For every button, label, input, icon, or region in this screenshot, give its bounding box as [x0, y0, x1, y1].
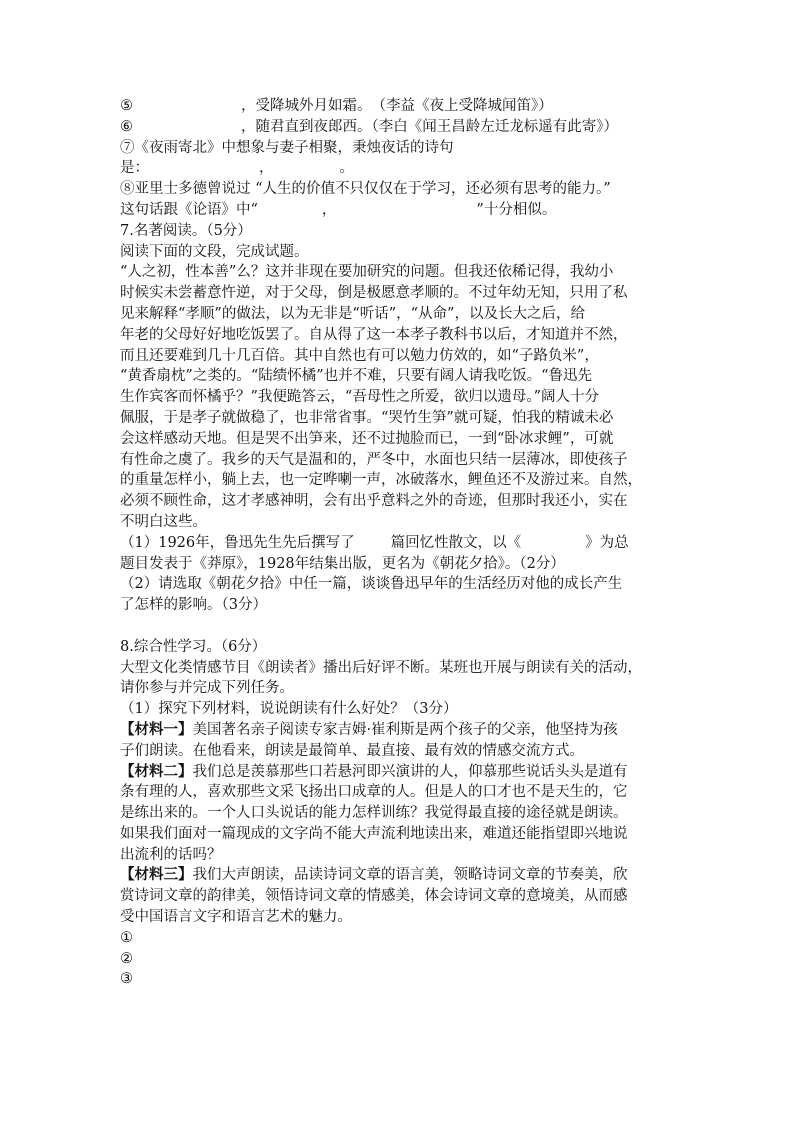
answer-label: 是： — [120, 160, 149, 177]
question-8-intro: 大型文化类情感节目《朗读者》播出后好评不断。某班也开展与朗读有关的活动， — [120, 659, 642, 676]
question-7-heading: 7.名著阅读。（5分） — [120, 222, 252, 239]
material-2-cont: 是练出来的。一个人口头说话的能力怎样训练？我觉得最直接的途径就是朗读。 — [120, 805, 628, 822]
answer-line-2[interactable]: ② — [120, 950, 133, 967]
sub-question-text: （1）1926年，鲁迅先生先后撰写了 — [120, 534, 355, 551]
punctuation: 。 — [339, 160, 354, 177]
poem-text: ，受降城外月如霜。 （李益《夜上受降城闻笛》） — [241, 98, 553, 114]
passage-line: 有性命之虞了。我乡的天气是温和的，严冬中，水面也只结一层薄冰，即使孩子 — [120, 451, 628, 468]
sub-question-2: （2）请选取《朝花夕拾》中任一篇，谈谈鲁迅早年的生活经历对他的成长产生 — [120, 576, 623, 593]
material-text: 我们总是羡慕那些口若悬河即兴演讲的人，仰慕那些说话头头是道有 — [192, 763, 628, 780]
passage-line: 生作宾客而怀橘乎？”我便跪答云，“吾母性之所爱，欲归以遗母。”阔人十分 — [120, 389, 599, 406]
material-3-cont: 受中国语言文字和语言艺术的魅力。 — [120, 909, 352, 926]
poem-line-8: ⑧亚里士多德曾说过 “人生的价值不只仅仅在于学习，还必须有思考的能力。” — [120, 181, 611, 198]
passage-line: 佩服，于是孝子就做稳了，也非常省事。“哭竹生笋”就可疑，怕我的精诚未必 — [120, 409, 614, 426]
answer-line-3[interactable]: ③ — [120, 971, 133, 988]
poem-text: 这句话跟《论语》中“ — [120, 201, 258, 218]
poem-line-5 — [120, 96, 680, 117]
material-2 — [120, 762, 680, 783]
poem-line-7-answer — [120, 158, 680, 179]
material-label: 【材料二】 — [120, 762, 193, 780]
sub-question-2-cont: 了怎样的影响。（3分） — [120, 597, 267, 614]
passage-line: 时候实未尝蓄意忤逆，对于父母，倒是极愿意孝顺的。不过年幼无知，只用了私 — [120, 285, 628, 302]
material-3 — [120, 865, 680, 886]
poem-line-8-answer — [120, 200, 680, 221]
passage-line: 会这样感动天地。但是哭不出笋来，还不过抛脸而已，一到“卧冰求鲤”，可就 — [120, 430, 614, 447]
material-label: 【材料三】 — [120, 866, 193, 884]
material-2-cont: 条有理的人，喜欢那些文采飞扬出口成章的人。但是人的口才也不是天生的，它 — [120, 784, 628, 801]
question-8-heading: 8.综合性学习。（6分） — [120, 638, 267, 655]
material-text: 我们大声朗读，品读诗词文章的语言美，领略诗词文章的节奏美，欣 — [192, 867, 628, 884]
poem-text: ”十分相似。 — [476, 201, 557, 218]
passage-line: “黄香扇枕”之类的。“陆绩怀橘”也并不难，只要有阔人请我吃饭。“鲁迅先 — [120, 368, 593, 385]
question-8-intro-cont: 请你参与并完成下列任务。 — [120, 680, 294, 697]
sub-question-1 — [120, 533, 680, 554]
poem-line-7: ⑦《夜雨寄北》中想象与妻子相聚，秉烛夜话的诗句 — [120, 139, 454, 156]
poem-line-6 — [120, 117, 680, 138]
material-3-cont: 赏诗词文章的韵律美，领悟诗词文章的情感美，体会诗词文章的意境美，从而感 — [120, 888, 628, 905]
passage-line: 而且还要难到几十几百倍。其中自然也有可以勉力仿效的，如“子路负米”， — [120, 347, 599, 364]
passage-line: 必须不顾性命，这才孝感神明，会有出乎意料之外的奇迹，但那时我还小，实在 — [120, 493, 628, 510]
punctuation: ， — [259, 160, 274, 177]
material-2-cont: 出流利的话吗？ — [120, 846, 222, 863]
material-1-cont: 子们朗读。在他看来，朗读是最简单、最直接、最有效的情感交流方式。 — [120, 742, 584, 759]
poem-text: ，随君直到夜郎西。（李白《闻王昌龄左迁龙标遥有此寄》） — [241, 118, 618, 135]
material-2-cont: 如果我们面对一篇现成的文字尚不能大声流利地读出来，难道还能指望即兴地说 — [120, 825, 628, 842]
section-gap — [120, 616, 680, 637]
sub-question-text: 篇回忆性散文，以《 — [390, 534, 522, 551]
answer-line-1[interactable]: ① — [120, 929, 133, 946]
question-7-instruction: 阅读下面的文段，完成试题。 — [120, 243, 309, 260]
sub-question-1-cont: 题目发表于《莽原》，1928年结集出版，更名为《朝花夕拾》。（2分） — [120, 555, 565, 572]
punctuation: ， — [321, 201, 337, 218]
item-number: ⑤ — [120, 98, 133, 114]
question-8-task-1: （1）探究下列材料，说说朗读有什么好处？（3分） — [120, 701, 458, 718]
passage-line: 见来解释“孝顺”的做法，以为无非是“听话”，“从命”，以及长大之后，给 — [120, 305, 585, 322]
material-1 — [120, 720, 680, 741]
passage-line: “人之初，性本善”么？这并非现在要加研究的问题。但我还依稀记得，我幼小 — [120, 264, 614, 281]
material-label: 【材料一】 — [120, 720, 193, 738]
passage-line: 的重量怎样小，躺上去，也一定哗喇一声，冰破落水，鲤鱼还不及游过来。自然， — [120, 472, 642, 489]
passage-line: 不明白这些。 — [120, 513, 207, 530]
sub-question-text: 》为总 — [585, 534, 629, 551]
document-content — [120, 96, 680, 990]
passage-line: 年老的父母好好地吃饭罢了。自从得了这一本孝子教科书以后，才知道并不然， — [120, 326, 628, 343]
material-text: 美国著名亲子阅读专家吉姆·崔利斯是两个孩子的父亲，他坚持为孩 — [192, 721, 618, 738]
item-number: ⑥ — [120, 118, 133, 135]
